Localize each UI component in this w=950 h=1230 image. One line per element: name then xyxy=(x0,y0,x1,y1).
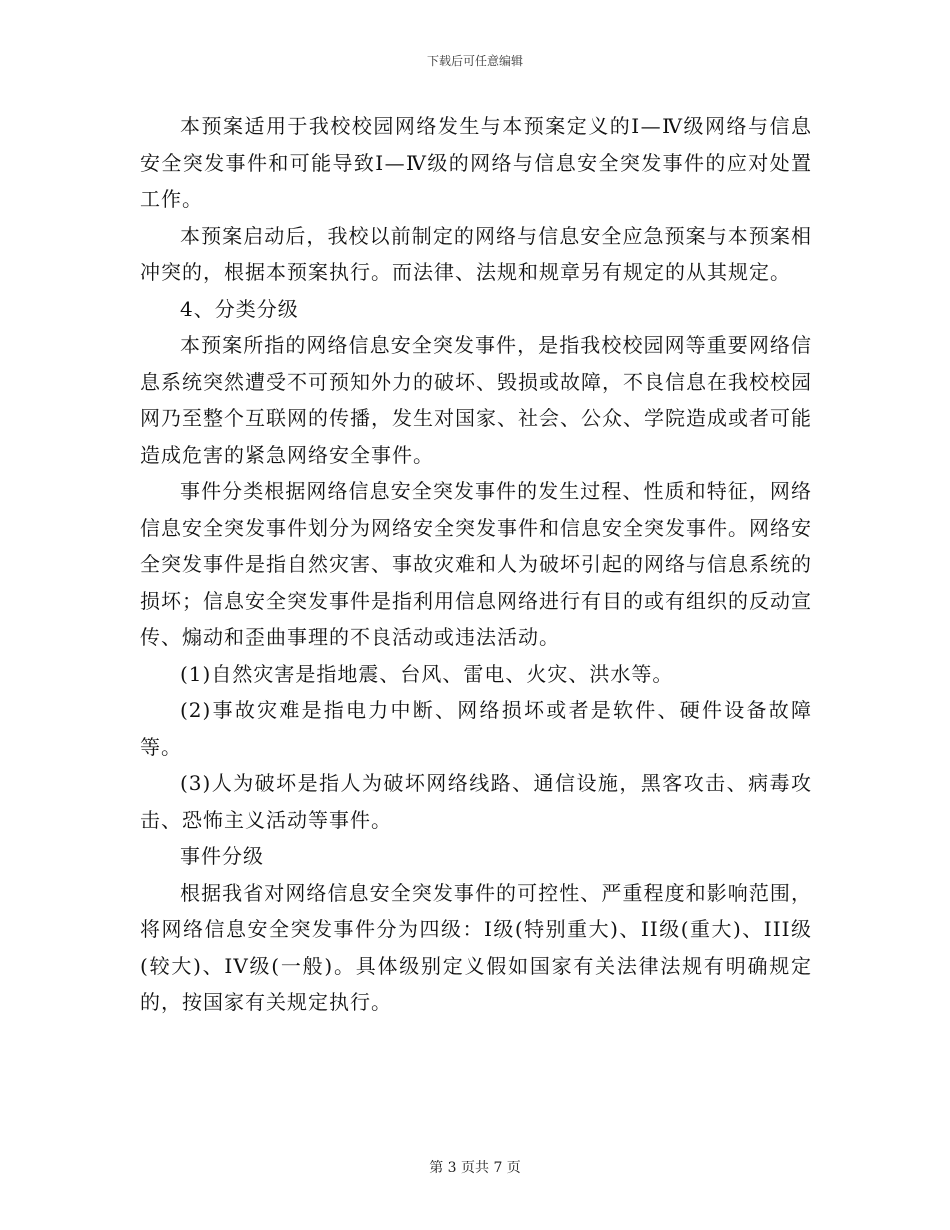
paragraph-grading: 根据我省对网络信息安全突发事件的可控性、严重程度和影响范围，将网络信息安全突发事件分为四级：I级(特别重大)、II级(重大)、III级(较大)、IV级(一般)。具体级别定义假如国家有关法律法规有明确规定的，按国家有关规定执行。 xyxy=(140,880,812,1014)
paragraph-precedence: 本预案启动后，我校以前制定的网络与信息安全应急预案与本预案相冲突的，根据本预案执行。而法律、法规和规章另有规定的从其规定。 xyxy=(140,223,812,284)
list-item-human-damage: (3)人为破坏是指人为破坏网络线路、通信设施，黑客攻击、病毒攻击、恐怖主义活动等事件。 xyxy=(140,771,812,832)
page-number: 第 3 页共 7 页 xyxy=(429,1160,521,1176)
section-heading-grading: 事件分级 xyxy=(180,844,264,868)
list-item-natural-disaster: (1)自然灾害是指地震、台风、雷电、火灾、洪水等。 xyxy=(180,661,674,686)
document-body xyxy=(140,108,812,1021)
page-header-note: 下载后可任意编辑 xyxy=(426,54,523,68)
list-item-accident: (2)事故灾难是指电力中断、网络损坏或者是软件、硬件设备故障等。 xyxy=(140,698,812,759)
paragraph-scope: 本预案适用于我校校园网络发生与本预案定义的Ⅰ—Ⅳ级网络与信息安全突发事件和可能导致Ⅰ—Ⅳ级的网络与信息安全突发事件的应对处置工作。 xyxy=(140,114,812,211)
section-heading-classification: 4、分类分级 xyxy=(180,296,299,321)
paragraph-definition: 本预案所指的网络信息安全突发事件，是指我校校园网等重要网络信息系统突然遭受不可预知外力的破坏、毁损或故障，不良信息在我校校园网乃至整个互联网的传播，发生对国家、社会、公众、学院造成或者可能造成危害的紧急网络安全事件。 xyxy=(140,333,812,467)
paragraph-classification: 事件分类根据网络信息安全突发事件的发生过程、性质和特征，网络信息安全突发事件划分为网络安全突发事件和信息安全突发事件。网络安全突发事件是指自然灾害、事故灾难和人为破坏引起的网络与信息系统的损坏；信息安全突发事件是指利用信息网络进行有目的或有组织的反动宣传、煽动和歪曲事理的不良活动或违法活动。 xyxy=(140,479,812,649)
